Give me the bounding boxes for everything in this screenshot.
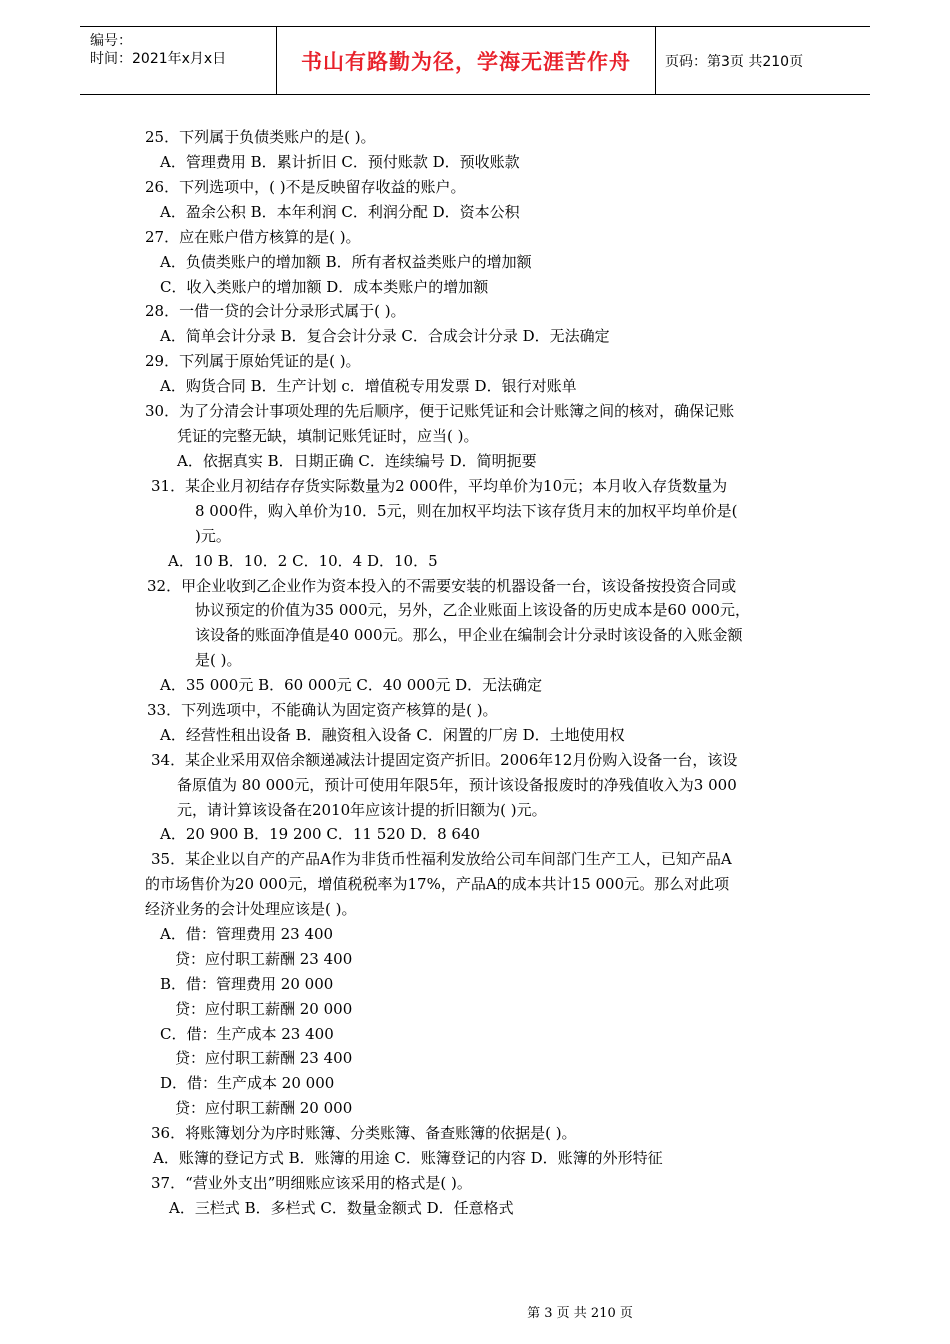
question-30-line1: 30．为了分清会计事项处理的先后顺序，便于记账凭证和会计账簿之间的核对，确保记账 <box>145 402 735 420</box>
option-35-a-credit: 贷：应付职工薪酬 23 400 <box>175 950 353 968</box>
question-29: 29．下列属于原始凭证的是( )。 <box>145 352 361 370</box>
question-31-line2: 8 000件，购入单价为10．5元，则在加权平均法下该存货月末的加权平均单价是( <box>195 502 738 520</box>
question-31-line1: 31．某企业月初结存存货实际数量为2 000件，平均单价为10元；本月收入存货数量为 <box>151 477 728 495</box>
options-26: A．盈余公积 B．本年利润 C．利润分配 D．资本公积 <box>160 203 520 221</box>
question-35-line2: 的市场售价为20 000元，增值税税率为17%，产品A的成本共计15 000元。那么对此项 <box>145 875 730 893</box>
question-32-line2: 协议预定的价值为35 000元，另外，乙企业账面上该设备的历史成本是60 000元， <box>195 601 750 619</box>
question-37: 37．“营业外支出”明细账应该采用的格式是( )。 <box>151 1174 472 1192</box>
options-28: A．简单会计分录 B．复合会计分录 C．合成会计分录 D．无法确定 <box>160 327 610 345</box>
question-25: 25．下列属于负债类账户的是( )。 <box>145 128 376 146</box>
question-34-line3: 元，请计算该设备在2010年应该计提的折旧额为( )元。 <box>177 801 547 819</box>
question-34-line2: 备原值为 80 000元，预计可使用年限5年，预计该设备报废时的净残值收入为3 000 <box>177 776 737 794</box>
options-30: A．依据真实 B．日期正确 C．连续编号 D．简明扼要 <box>177 452 537 470</box>
question-32-line3: 该设备的账面净值是40 000元。那么，甲企业在编制会计分录时该设备的入账金额 <box>195 626 743 644</box>
options-25: A．管理费用 B．累计折旧 C．预付账款 D．预收账款 <box>160 153 520 171</box>
question-27: 27．应在账户借方核算的是( )。 <box>145 228 361 246</box>
option-35-d-credit: 贷：应付职工薪酬 20 000 <box>175 1099 353 1117</box>
option-35-c-debit: C．借：生产成本 23 400 <box>160 1025 334 1043</box>
question-30-line2: 凭证的完整无缺，填制记账凭证时，应当( )。 <box>177 427 479 445</box>
options-36: A．账簿的登记方式 B．账簿的用途 C．账簿登记的内容 D．账簿的外形特征 <box>153 1149 663 1167</box>
question-33: 33．下列选项中，不能确认为固定资产核算的是( )。 <box>147 701 498 719</box>
options-27-cd: C．收入类账户的增加额 D．成本类账户的增加额 <box>160 278 489 296</box>
document-number-label: 编号： <box>90 33 132 49</box>
question-36: 36．将账簿划分为序时账簿、分类账簿、备查账簿的依据是( )。 <box>151 1124 577 1142</box>
question-35-line3: 经济业务的会计处理应该是( )。 <box>145 900 357 918</box>
options-37: A．三栏式 B．多栏式 C．数量金额式 D．任意格式 <box>169 1199 514 1217</box>
question-32-line1: 32．甲企业收到乙企业作为资本投入的不需要安装的机器设备一台，该设备按投资合同或 <box>147 577 737 595</box>
question-32-line4: 是( )。 <box>195 651 242 669</box>
question-26: 26．下列选项中，( )不是反映留存收益的账户。 <box>145 178 466 196</box>
option-35-d-debit: D．借：生产成本 20 000 <box>160 1074 335 1092</box>
options-31: A．10 B．10．2 C．10．4 D．10．5 <box>168 552 438 570</box>
options-29: A．购货合同 B．生产计划 c．增值税专用发票 D．银行对账单 <box>160 377 577 395</box>
options-33: A．经营性租出设备 B．融资租入设备 C．闲置的厂房 D．土地使用权 <box>160 726 625 744</box>
header-page-info: 页码：第3页 共210页 <box>665 53 804 70</box>
header-meta <box>80 27 276 94</box>
option-35-a-debit: A．借：管理费用 23 400 <box>160 925 334 943</box>
option-35-c-credit: 贷：应付职工薪酬 23 400 <box>175 1049 353 1067</box>
question-34-line1: 34．某企业采用双倍余额递减法计提固定资产折旧。2006年12月份购入设备一台，该设 <box>151 751 738 769</box>
options-27-ab: A．负债类账户的增加额 B．所有者权益类账户的增加额 <box>160 253 532 271</box>
options-32: A．35 000元 B．60 000元 C．40 000元 D．无法确定 <box>160 676 543 694</box>
option-35-b-credit: 贷：应付职工薪酬 20 000 <box>175 1000 353 1018</box>
question-35-line1: 35．某企业以自产的产品A作为非货币性福利发放给公司车间部门生产工人，已知产品A <box>151 850 732 868</box>
option-35-b-debit: B．借：管理费用 20 000 <box>160 975 334 993</box>
header-motto: 书山有路勤为径，学海无涯苦作舟 <box>276 27 656 94</box>
page-footer: 第 3 页 共 210 页 <box>527 1306 633 1321</box>
question-31-line3: )元。 <box>195 527 231 545</box>
question-28: 28．一借一贷的会计分录形式属于( )。 <box>145 302 406 320</box>
page-header <box>80 26 870 95</box>
options-34: A．20 900 B．19 200 C．11 520 D．8 640 <box>160 825 481 843</box>
document-time-label: 时间：2021年x月x日 <box>90 51 227 67</box>
